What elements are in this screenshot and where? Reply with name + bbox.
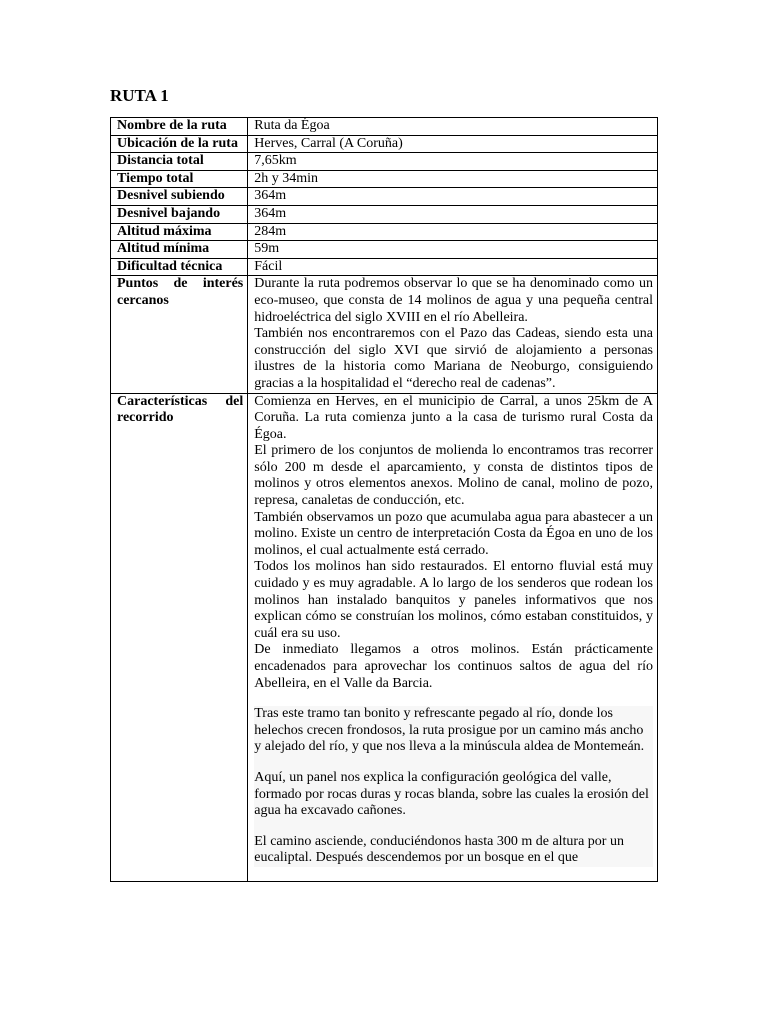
row-value: Fácil xyxy=(248,258,658,276)
row-value: 364m xyxy=(248,205,658,223)
row-label: Ubicación de la ruta xyxy=(111,135,248,153)
row-label: Altitud máxima xyxy=(111,223,248,241)
route-title: RUTA 1 xyxy=(110,86,169,105)
row-value: 7,65km xyxy=(248,153,658,171)
row-label: Desnivel bajando xyxy=(111,205,248,223)
features-label: Características del recorrido xyxy=(111,393,248,881)
features-extra-text xyxy=(254,706,653,867)
poi-value xyxy=(248,276,658,393)
features-text xyxy=(254,394,653,693)
table-row xyxy=(111,241,658,259)
table-row xyxy=(111,276,658,393)
row-value: 284m xyxy=(248,223,658,241)
features-paragraph: También observamos un pozo que acumulaba agua para abastecer a un molino. Existe un centro de interpretación Costa da Égoa en uno de los molinos, el cual actualmente está cerrado. xyxy=(254,509,653,558)
row-value: Herves, Carral (A Coruña) xyxy=(248,135,658,153)
features-paragraph: Tras este tramo tan bonito y refrescante pegado al río, donde los helechos crecen frondosos, la ruta prosigue por un camino más ancho y alejado del río, y que nos lleva a la minúscula aldea de Montemeán. xyxy=(254,706,645,755)
table-row xyxy=(111,135,658,153)
row-label: Altitud mínima xyxy=(111,241,248,259)
row-label: Desnivel subiendo xyxy=(111,188,248,206)
row-label: Tiempo total xyxy=(111,170,248,188)
table-row xyxy=(111,258,658,276)
features-paragraph: El camino asciende, conduciéndonos hasta 300 m de altura por un eucaliptal. Después descendemos por un bosque en el que xyxy=(254,833,624,866)
row-value: 2h y 34min xyxy=(248,170,658,188)
table-row xyxy=(111,170,658,188)
features-paragraph: El primero de los conjuntos de molienda lo encontramos tras recorrer sólo 200 m desde el aparcamiento, y consta de distintos tipos de molinos y otros elementos anexos. Molino de canal, molino de pozo, represa, canaletas de conducción, etc. xyxy=(254,443,653,509)
poi-label: Puntos de interés cercanos xyxy=(111,276,248,393)
table-row xyxy=(111,188,658,206)
row-value: Ruta da Égoa xyxy=(248,118,658,136)
table-row xyxy=(111,153,658,171)
features-value xyxy=(248,393,658,881)
row-label: Distancia total xyxy=(111,153,248,171)
row-label: Dificultad técnica xyxy=(111,258,248,276)
table-row xyxy=(111,393,658,881)
table-row xyxy=(111,118,658,136)
features-paragraph: Aquí, un panel nos explica la configuración geológica del valle, formado por rocas duras y rocas blanda, sobre las cuales la erosión del agua ha excavado cañones. xyxy=(254,769,649,819)
features-paragraph: Todos los molinos han sido restaurados. El entorno fluvial está muy cuidado y es muy agradable. A lo largo de los senderos que rodean los molinos han instalado banquitos y paneles informativos que nos explican cómo se construían los molinos, cómo estaban constituidos, y cuál era su uso. xyxy=(254,559,653,641)
features-paragraph: Comienza en Herves, en el municipio de Carral, a unos 25km de A Coruña. La ruta comienza junto a la casa de turismo rural Costa da Égoa. xyxy=(254,393,653,442)
row-value: 364m xyxy=(248,188,658,206)
features-paragraph: De inmediato llegamos a otros molinos. Están prácticamente encadenados para aprovechar los continuos saltos de agua del río Abelleira, en el Valle da Barcia. xyxy=(254,642,653,691)
row-label: Nombre de la ruta xyxy=(111,118,248,136)
route-table xyxy=(110,117,658,882)
poi-paragraph: Durante la ruta podremos observar lo que se ha denominado como un eco-museo, que consta de 14 molinos de agua y una pequeña central hidroeléctrica del siglo XVIII en el río Abelleira. xyxy=(254,276,653,325)
row-value: 59m xyxy=(248,241,658,259)
table-row xyxy=(111,205,658,223)
table-row xyxy=(111,223,658,241)
poi-paragraph: También nos encontraremos con el Pazo das Cadeas, siendo esta una construcción del siglo XVI que sirvió de alojamiento a personas ilustres de la historia como Mariana de Neoburgo, consiguiendo gracias a la hospitalidad el “derecho real de cadenas”. xyxy=(254,326,653,391)
